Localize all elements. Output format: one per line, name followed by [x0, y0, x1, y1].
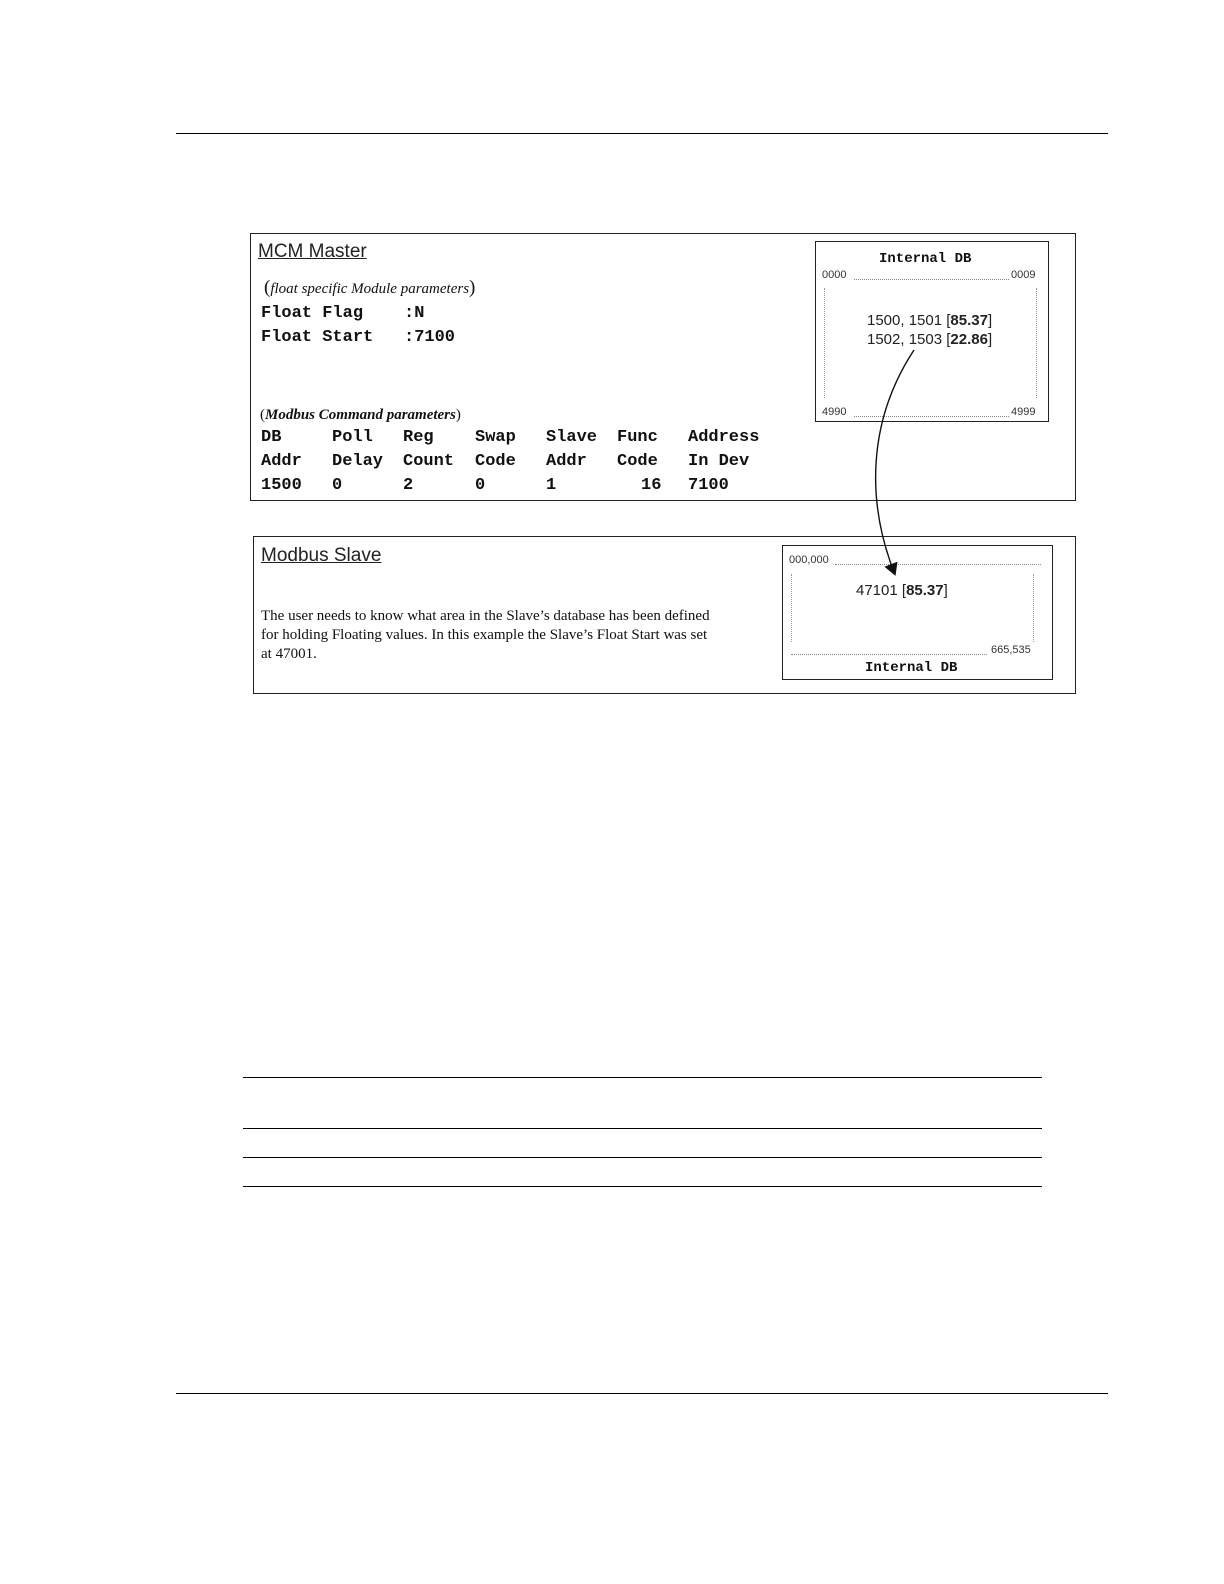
col-slave-value: 1: [546, 476, 557, 495]
col-poll-line2: Delay: [332, 452, 384, 471]
master-db-bottom-right: 4999: [1011, 406, 1036, 418]
col-address-value: 7100: [688, 476, 729, 495]
slave-db-title: Internal DB: [865, 660, 958, 676]
float-start-value: :7100: [404, 328, 456, 347]
command-note: (Modbus Command parameters): [260, 407, 461, 423]
col-db-line1: DB: [261, 428, 282, 447]
col-func-line1: Func: [617, 428, 658, 447]
master-db-reg1: 1500, 1501 [85.37]: [867, 312, 993, 329]
float-flag-value: :N: [404, 304, 425, 323]
float-start-label: Float Start: [261, 328, 374, 347]
slave-db-reg: 47101 [85.37]: [856, 582, 948, 599]
slave-db-bottom-right: 665,535: [991, 644, 1031, 656]
slave-title: Modbus Slave: [261, 545, 382, 566]
col-swap-line2: Code: [475, 452, 516, 471]
master-title: MCM Master: [258, 241, 367, 262]
col-db-value: 1500: [261, 476, 302, 495]
col-address-line2: In Dev: [688, 452, 750, 471]
float-note: (float specific Module parameters): [264, 277, 476, 298]
col-poll-line1: Poll: [332, 428, 373, 447]
col-address-line1: Address: [688, 428, 760, 447]
col-reg-value: 2: [403, 476, 414, 495]
col-reg-line1: Reg: [403, 428, 434, 447]
col-func-line2: Code: [617, 452, 658, 471]
col-slave-line1: Slave: [546, 428, 598, 447]
col-swap-value: 0: [475, 476, 486, 495]
col-swap-line1: Swap: [475, 428, 516, 447]
master-db-top-left: 0000: [822, 269, 847, 281]
float-flag-label: Float Flag: [261, 304, 364, 323]
col-db-line2: Addr: [261, 452, 302, 471]
col-func-value: 16: [641, 476, 662, 495]
master-db-bottom-left: 4990: [822, 406, 847, 418]
master-db-title: Internal DB: [879, 251, 972, 267]
col-poll-value: 0: [332, 476, 343, 495]
col-slave-line2: Addr: [546, 452, 587, 471]
master-db-reg2: 1502, 1503 [22.86]: [867, 331, 993, 348]
col-reg-line2: Count: [403, 452, 455, 471]
master-db-top-right: 0009: [1011, 269, 1036, 281]
slave-db-top-left: 000,000: [789, 554, 829, 566]
slave-description: The user needs to know what area in the Slave’s database has been defined for holding Floating values. In this example the Slave’s Float Start was set at 47001.: [261, 608, 710, 662]
